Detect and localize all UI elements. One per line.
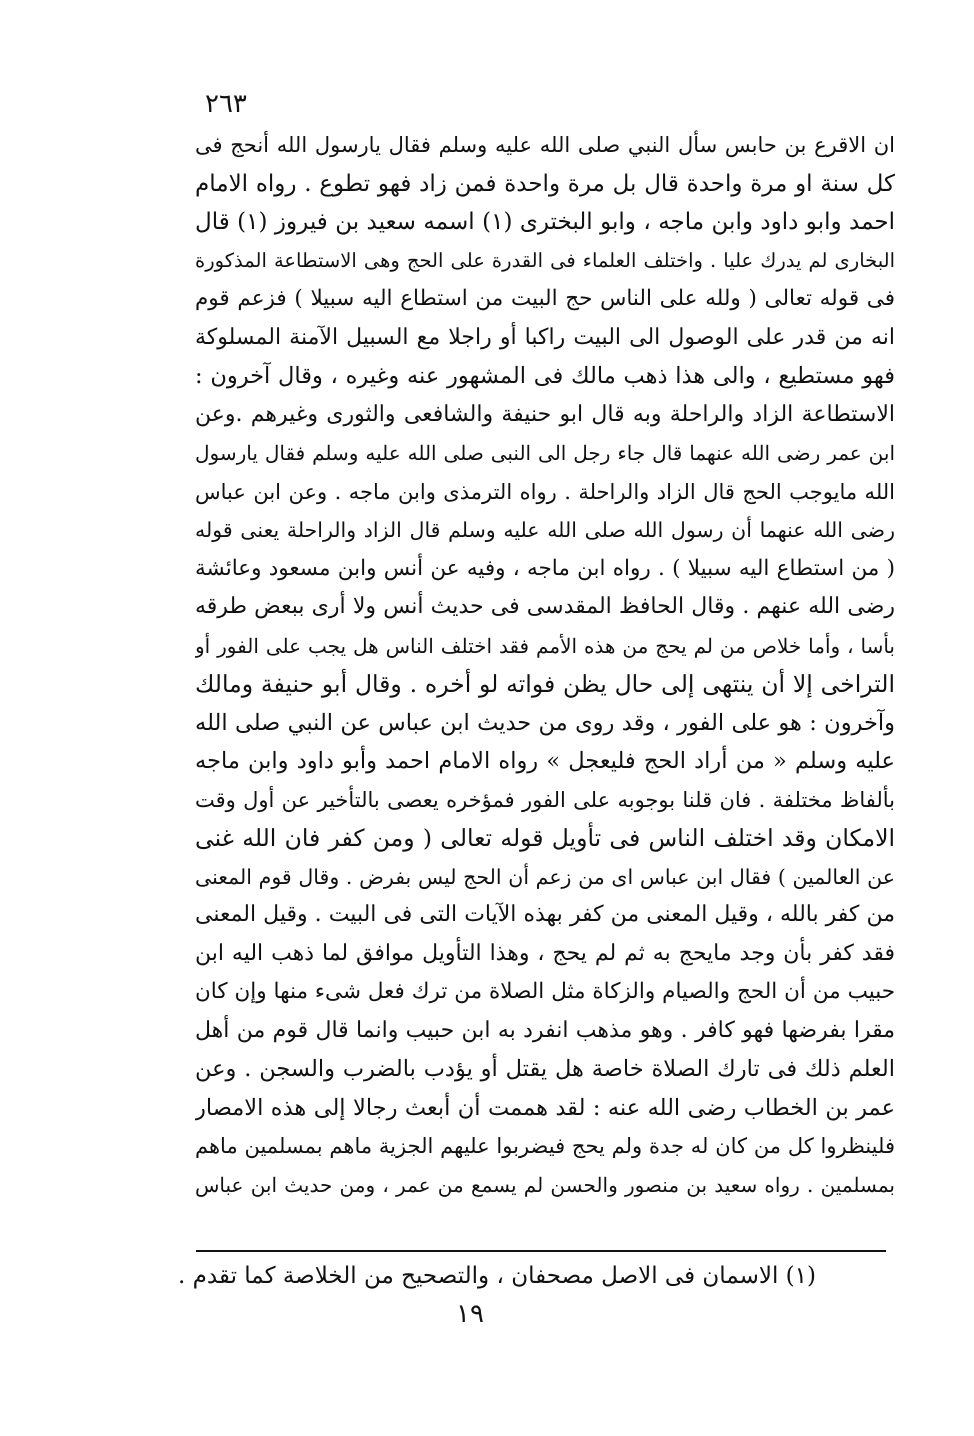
- signature-mark: ١٩: [456, 1299, 484, 1329]
- text-line: ابن عمر رضى الله عنهما قال جاء رجل الى النبى صلى الله عليه وسلم فقال يارسول: [195, 441, 895, 465]
- text-line: فهو مستطيع ، والى هذا ذهب مالك فى المشهور عنه وغيره ، وقال آخرون :: [195, 363, 895, 389]
- text-line: عليه وسلم « من أراد الحج فليعجل » رواه الامام احمد وأبو داود وابن ماجه: [195, 748, 895, 774]
- text-line: العلم ذلك فى تارك الصلاة خاصة هل يقتل أو يؤدب بالضرب والسجن . وعن: [195, 1056, 895, 1082]
- text-line: بمسلمين . رواه سعيد بن منصور والحسن لم يسمع من عمر ، ومن حديث ابن عباس: [195, 1172, 895, 1197]
- text-line: انه من قدر على الوصول الى البيت راكبا أو راجلا مع السبيل الآمنة المسلوكة: [195, 324, 895, 350]
- text-line: الاستطاعة الزاد والراحلة وبه قال ابو حنيفة والشافعى والثورى وغيرهم .وعن: [195, 401, 895, 427]
- text-line: ( من استطاع اليه سبيلا ) . رواه ابن ماجه ، وفيه عن أنس وابن مسعود وعائشة: [195, 555, 895, 581]
- text-line: ان الاقرع بن حابس سأل النبي صلى الله عليه وسلم فقال يارسول الله أنحج فى: [195, 133, 895, 157]
- text-line: حبيب من أن الحج والصيام والزكاة مثل الصلاة من ترك فعل شىء منها وإن كان: [195, 979, 895, 1004]
- text-line: الامكان وقد اختلف الناس فى تأويل قوله تعالى ( ومن كفر فان الله غنى: [195, 824, 895, 852]
- text-line: من كفر بالله ، وقيل المعنى من كفر بهذه الآيات التى فى البيت . وقيل المعنى: [195, 902, 895, 927]
- text-line: عن العالمين ) فقال ابن عباس اى من زعم أن الحج ليس بفرض . وقال قوم المعنى: [195, 864, 895, 889]
- text-line: كل سنة او مرة واحدة قال بل مرة واحدة فمن زاد فهو تطوع . رواه الامام: [195, 170, 895, 197]
- footnote: (١) الاسمان فى الاصل مصحفان ، والتصحيح من الخلاصة كما تقدم .: [178, 1263, 816, 1289]
- text-line: البخارى لم يدرك عليا . واختلف العلماء فى القدرة على الحج وهى الاستطاعة المذكورة: [195, 248, 895, 272]
- text-line: عمر بن الخطاب رضى الله عنه : لقد هممت أن أبعث رجالا إلى هذه الامصار: [195, 1094, 895, 1121]
- text-line: وآخرون : هو على الفور ، وقد روى من حديث ابن عباس عن النبي صلى الله: [195, 709, 895, 736]
- text-line: مقرا بفرضها فهو كافر . وهو مذهب انفرد به ابن حبيب وانما قال قوم من أهل: [195, 1017, 895, 1043]
- body-text: [195, 126, 895, 1204]
- page-number: ٢٦٣: [205, 89, 247, 119]
- text-line: رضى الله عنهما أن رسول الله صلى الله عليه وسلم قال الزاد والراحلة يعنى قوله: [195, 518, 895, 542]
- text-line: بأسا ، وأما خلاص من لم يحج من هذه الأمم فقد اختلف الناس هل يجب على الفور أو: [195, 633, 895, 658]
- footnote-divider: [196, 1250, 886, 1252]
- text-line: احمد وابو داود وابن ماجه ، وابو البخترى (١) اسمه سعيد بن فيروز (١) قال: [195, 209, 895, 235]
- text-line: رضى الله عنهم . وقال الحافظ المقدسى فى حديث أنس ولا أرى ببعض طرقه: [195, 594, 895, 619]
- text-line: فلينظروا كل من كان له جدة ولم يحج فيضربوا عليهم الجزية ماهم بمسلمين ماهم: [195, 1134, 895, 1158]
- text-line: فقد كفر بأن وجد مايحج به ثم لم يحج ، وهذا التأويل موافق لما ذهب اليه ابن: [195, 940, 895, 966]
- text-line: الله مايوجب الحج قال الزاد والراحلة . رواه الترمذى وابن ماجه . وعن ابن عباس: [195, 479, 895, 504]
- text-line: فى قوله تعالى ( ولله على الناس حج البيت من استطاع اليه سبيلا ) فزعم قوم: [195, 286, 895, 311]
- text-line: بألفاظ مختلفة . فان قلنا بوجوبه على الفور فمؤخره يعصى بالتأخير عن أول وقت: [195, 787, 895, 812]
- text-line: التراخى إلا أن ينتهى إلى حال يظن فواته لو أخره . وقال أبو حنيفة ومالك: [195, 670, 895, 698]
